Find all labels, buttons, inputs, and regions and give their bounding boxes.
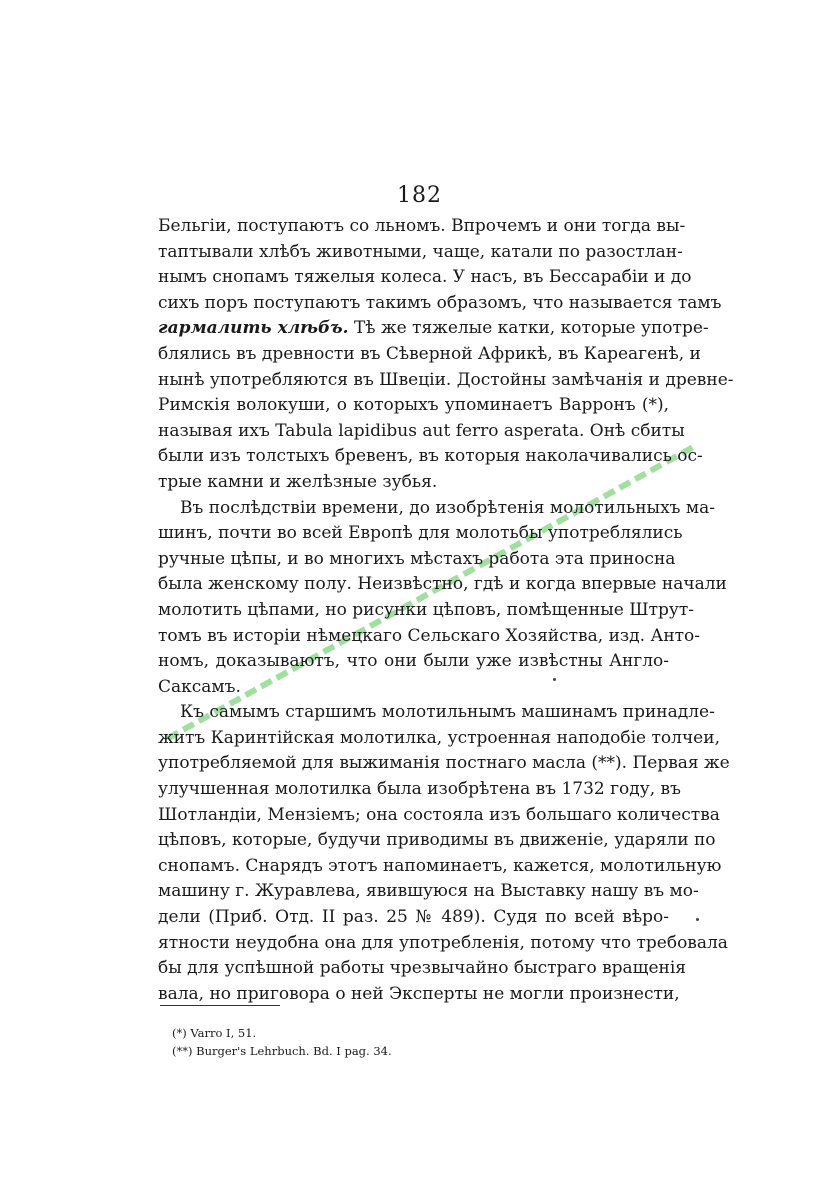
text-line: житъ Каринтійская молотилка, устроенная наподобіе толчеи, [158,727,720,748]
text-line: улучшенная молотилка была изобрѣтена въ 1732 году, въ [158,779,681,800]
text-line: молотить цѣпами, но рисунки цѣповъ, помѣщенные Штрут- [158,599,695,620]
text-fragment: Тѣ же тяжелые катки, которые употре- [348,318,709,339]
footnote-rule [160,1005,280,1006]
text-line: ятности неудобна она для употребленія, потому что требовала [158,932,728,953]
text-line: томъ въ исторіи нѣмецкаго Сельскаго Хозяйства, изд. Анто- [158,625,701,646]
text-line: машину г. Журавлева, явившуюся на Выставку нашу въ мо- [158,881,699,902]
text-line: бы для успѣшной работы чрезвычайно быстраго вращенія [158,958,687,979]
paragraph-start: Въ послѣдствіи времени, до изобрѣтенія молотильныхъ ма- [180,497,715,518]
scan-speck [696,918,699,921]
text-line: употребляемой для выжиманія постнаго масла (**). Первая же [158,753,730,774]
footnotes [172,1024,392,1060]
text-line: снопамъ. Снарядъ этотъ напоминаетъ, кажется, молотильную [158,855,722,876]
paragraph-start: Къ самымъ старшимъ молотильнымъ машинамъ принадле- [180,702,715,723]
footnote: (*) Varro I, 51. [172,1026,257,1040]
scan-speck [553,678,556,681]
italic-term: гармалить хлѣбъ. [158,318,349,339]
text-line: таптывали хлѣбъ животными, чаще, катали по разостлан- [158,241,683,262]
text-line: нынѣ употребляются въ Швеціи. Достойны замѣчанія и древне- [158,369,734,390]
text-line: Саксамъ. [158,676,241,697]
text-line: шинъ, почти во всей Европѣ для молотьбы употреблялись [158,523,683,544]
text-line: были изъ толстыхъ бревенъ, въ которыя наколачивались ос- [158,446,703,467]
text-line: нымъ снопамъ тяжелыя колеса. У насъ, въ Бессарабіи и до [158,267,692,288]
text-line: называя ихъ Tabula lapidibus aut ferro asperata. Онѣ сбиты [158,420,685,441]
text-line: Римскія волокуши, о которыхъ упоминаетъ Варронъ (*), [158,395,669,416]
page-number: 182 [397,183,442,208]
text-line: блялись въ древности въ Сѣверной Африкѣ, въ Кареагенѣ, и [158,343,701,364]
text-line: была женскому полу. Неизвѣстно, гдѣ и когда впервые начали [158,574,727,595]
text-line: трые камни и желѣзные зубья. [158,471,438,492]
text-line: Шотландіи, Мензіемъ; она состояла изъ большаго количества [158,804,720,825]
text-line: номъ, доказываютъ, что они были уже извѣстны Англо- [158,651,669,672]
text-line: цѣповъ, которые, будучи приводимы въ движеніе, ударяли по [158,830,716,851]
text-line: дели (Приб. Отд. II раз. 25 № 489). Судя по всей вѣро- [158,907,669,928]
body-text [158,214,734,1007]
footnote: (**) Burger's Lehrbuch. Bd. I pag. 34. [172,1044,392,1058]
text-line: вала, но приговора о ней Эксперты не могли произнести, [158,983,680,1004]
text-line [158,316,709,342]
text-line: Бельгіи, поступаютъ со льномъ. Впрочемъ и они тогда вы- [158,216,686,236]
text-line: ручные цѣпы, и во многихъ мѣстахъ работа эта приносна [158,548,676,569]
text-line: сихъ поръ поступаютъ такимъ образомъ, что называется тамъ [158,292,722,313]
